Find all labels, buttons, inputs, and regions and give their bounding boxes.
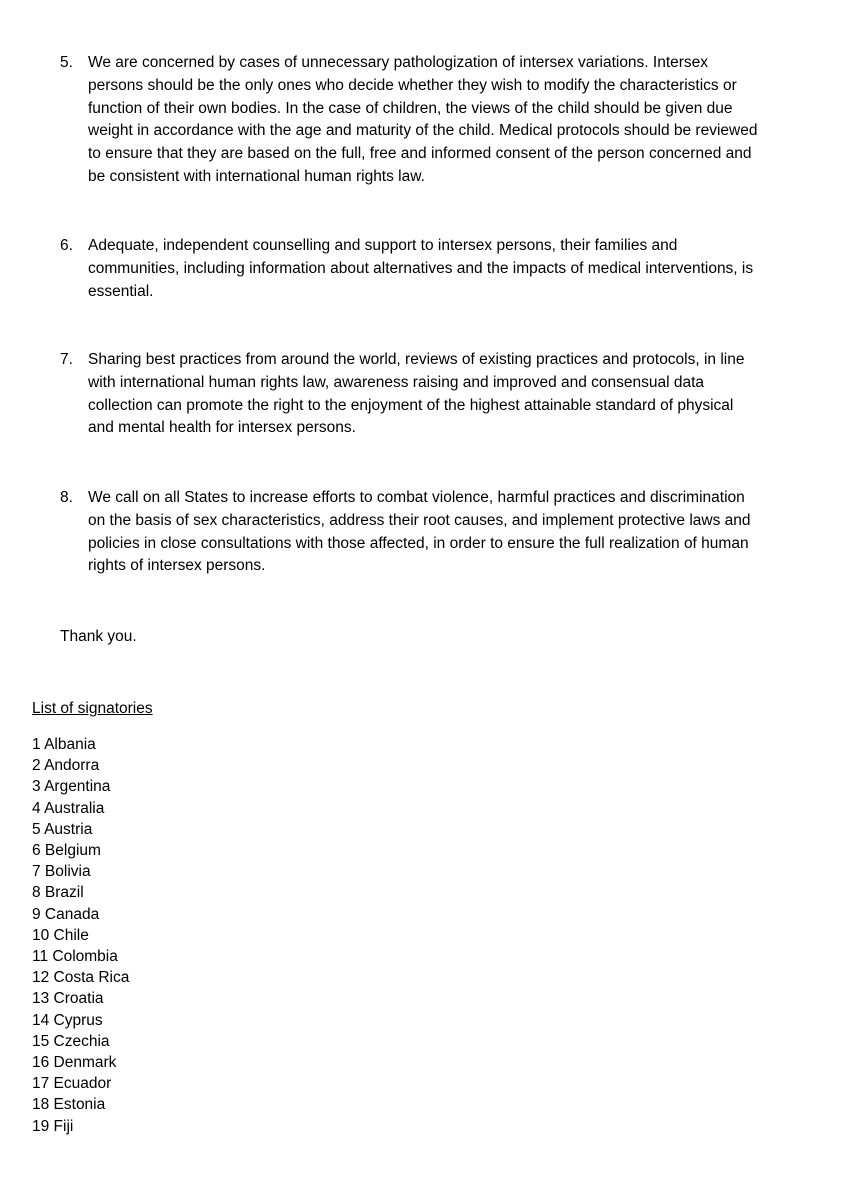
- paragraph-text: Adequate, independent counselling and support to intersex persons, their families and communities, including information about alternatives and the impacts of medical interventions, is essential.: [88, 237, 754, 300]
- signatory-item: 14 Cyprus: [32, 1011, 103, 1029]
- paragraph-text: We are concerned by cases of unnecessary pathologization of intersex variations. Intersex persons should be the only ones who decide whether they wish to modify the characteristics or function of their own bodies. In the case of children, the views of the child should be given due weight in accordance with the age and maturity of the child. Medical protocols should be reviewed to ensure that they are based on the full, free and informed consent of the person concerned and be consistent with international human rights law.: [88, 54, 758, 185]
- signatory-item: 4 Australia: [32, 799, 105, 817]
- signatory-item: 7 Bolivia: [32, 863, 91, 881]
- signatory-item: 16 Denmark: [32, 1054, 117, 1072]
- signatory-item: 6 Belgium: [32, 842, 101, 860]
- signatory-item: 17 Ecuador: [32, 1075, 112, 1093]
- signatory-item: 1 Albania: [32, 736, 96, 753]
- paragraph-7: [60, 349, 760, 440]
- paragraph-number: 8.: [60, 489, 73, 506]
- signatory-item: 11 Colombia: [32, 948, 118, 966]
- paragraph-8: [60, 487, 760, 578]
- paragraph-number: 6.: [60, 237, 73, 254]
- signatory-item: 19 Fiji: [32, 1117, 74, 1135]
- signatory-item: 5 Austria: [32, 820, 93, 838]
- paragraph-5: [60, 52, 760, 189]
- paragraph-number: 7.: [60, 351, 73, 368]
- paragraph-number: 5.: [60, 54, 73, 71]
- signatories-heading: List of signatories: [32, 700, 153, 717]
- signatory-item: 12 Costa Rica: [32, 969, 130, 987]
- signatory-item: 13 Croatia: [32, 990, 104, 1008]
- signatories-list: [32, 734, 129, 1137]
- signatory-item: 10 Chile: [32, 926, 89, 944]
- signatory-item: 18 Estonia: [32, 1096, 106, 1114]
- signatory-item: 2 Andorra: [32, 757, 100, 775]
- signatory-item: 9 Canada: [32, 905, 100, 923]
- closing-text: Thank you.: [60, 628, 137, 645]
- paragraph-6: [60, 235, 760, 303]
- signatory-item: 8 Brazil: [32, 884, 84, 902]
- paragraph-text: We call on all States to increase efforts to combat violence, harmful practices and discrimination on the basis of sex characteristics, address their root causes, and implement protective laws and policies in close consultations with those affected, in order to ensure the full realization of human rights of intersex persons.: [88, 489, 751, 575]
- signatory-item: 15 Czechia: [32, 1032, 110, 1050]
- paragraph-text: Sharing best practices from around the world, reviews of existing practices and protocols, in line with international human rights law, awareness raising and improved and consensual data collection can promote the right to the enjoyment of the highest attainable standard of physical and mental health for intersex persons.: [88, 351, 745, 437]
- signatory-item: 3 Argentina: [32, 778, 111, 796]
